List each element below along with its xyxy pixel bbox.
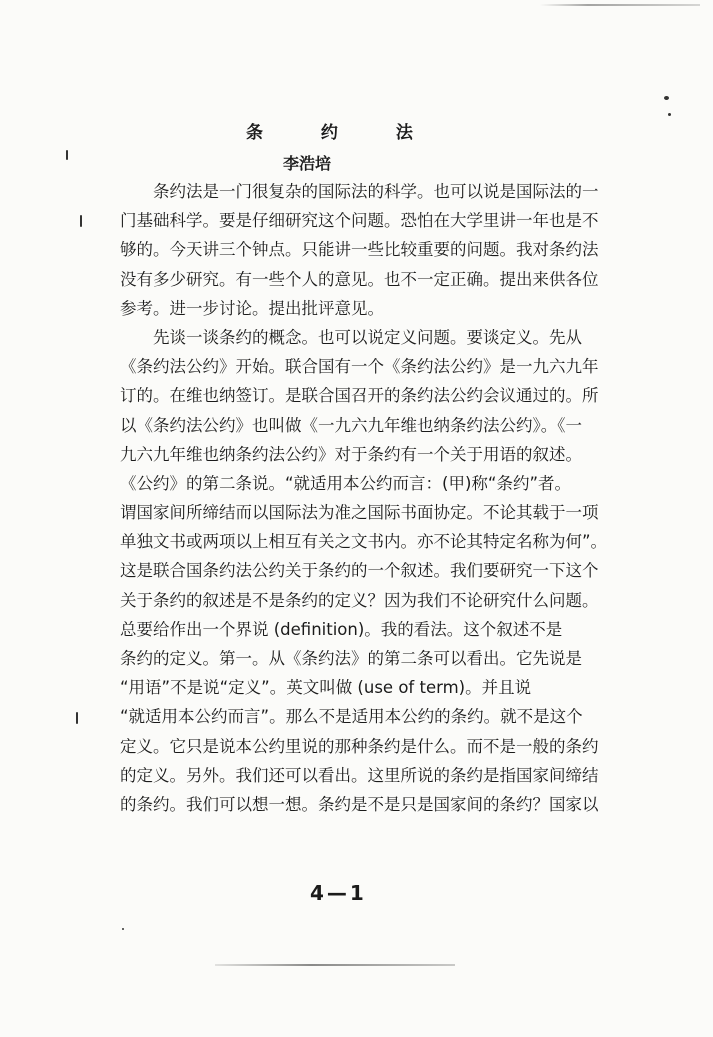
scan-speck — [664, 96, 669, 100]
text-line: 定义。它只是说本公约里说的那种条约是什么。而不是一般的条约 — [120, 736, 599, 756]
scan-speck — [76, 712, 78, 724]
text-line: 《公约》的第二条说。“就适用本公约而言：(甲)称“条约”者。 — [120, 473, 572, 493]
text-line: 够的。今天讲三个钟点。只能讲一些比较重要的问题。我对条约法 — [120, 240, 599, 260]
page-number: 4—1 — [310, 881, 367, 905]
text-line: 门基础科学。要是仔细研究这个问题。恐怕在大学里讲一年也是不 — [120, 211, 599, 231]
text-line: “就适用本公约而言”。那么不是适用本公约的条约。就不是这个 — [120, 707, 583, 727]
scan-speck — [80, 215, 82, 227]
scan-edge-top — [540, 4, 700, 6]
document-author: 李浩培 — [283, 154, 332, 173]
text-line: 关于条约的叙述是不是条约的定义？因为我们不论研究什么问题。 — [120, 590, 599, 610]
text-line: 参考。进一步讨论。提出批评意见。 — [120, 298, 384, 318]
scan-speck — [668, 113, 671, 116]
text-line: 以《条约法公约》也叫做《一九六九年维也纳条约法公约》。《一 — [120, 415, 582, 435]
scan-speck — [66, 150, 68, 160]
text-line: “用语”不是说“定义”。英文叫做 (use of term)。并且说 — [120, 678, 532, 698]
text-line: 总要给作出一个界说 (definition)。我的看法。这个叙述不是 — [120, 619, 563, 639]
scan-speck — [122, 928, 124, 930]
document-title: 条 约 法 — [246, 123, 439, 143]
text-line: 的条约。我们可以想一想。条约是不是只是国家间的条约？国家以 — [120, 794, 599, 814]
text-line: 九六九年维也纳条约法公约》对于条约有一个关于用语的叙述。 — [120, 444, 582, 464]
text-line: 订的。在维也纳签订。是联合国召开的条约法公约会议通过的。所 — [120, 386, 599, 406]
text-line: 条约的定义。第一。从《条约法》的第二条可以看出。它先说是 — [120, 649, 582, 668]
scan-edge-bottom — [215, 964, 455, 966]
text-line: 《条约法公约》开始。联合国有一个《条约法公约》是一九六九年 — [120, 357, 599, 377]
text-line: 单独文书或两项以上相互有关之文书内。亦不论其特定名称为何”。 — [120, 532, 608, 552]
text-line: 谓国家间所缔结而以国际法为准之国际书面协定。不论其载于一项 — [120, 503, 599, 523]
text-line: 先谈一谈条约的概念。也可以说定义问题。要谈定义。先从 — [120, 327, 582, 347]
document-body — [120, 177, 640, 819]
text-line: 的定义。另外。我们还可以看出。这里所说的条约是指国家间缔结 — [120, 765, 599, 785]
text-line: 这是联合国条约法公约关于条约的一个叙述。我们要研究一下这个 — [120, 561, 599, 581]
text-line: 条约法是一门很复杂的国际法的科学。也可以说是国际法的一 — [120, 182, 599, 201]
text-line: 没有多少研究。有一些个人的意见。也不一定正确。提出来供各位 — [120, 269, 599, 289]
